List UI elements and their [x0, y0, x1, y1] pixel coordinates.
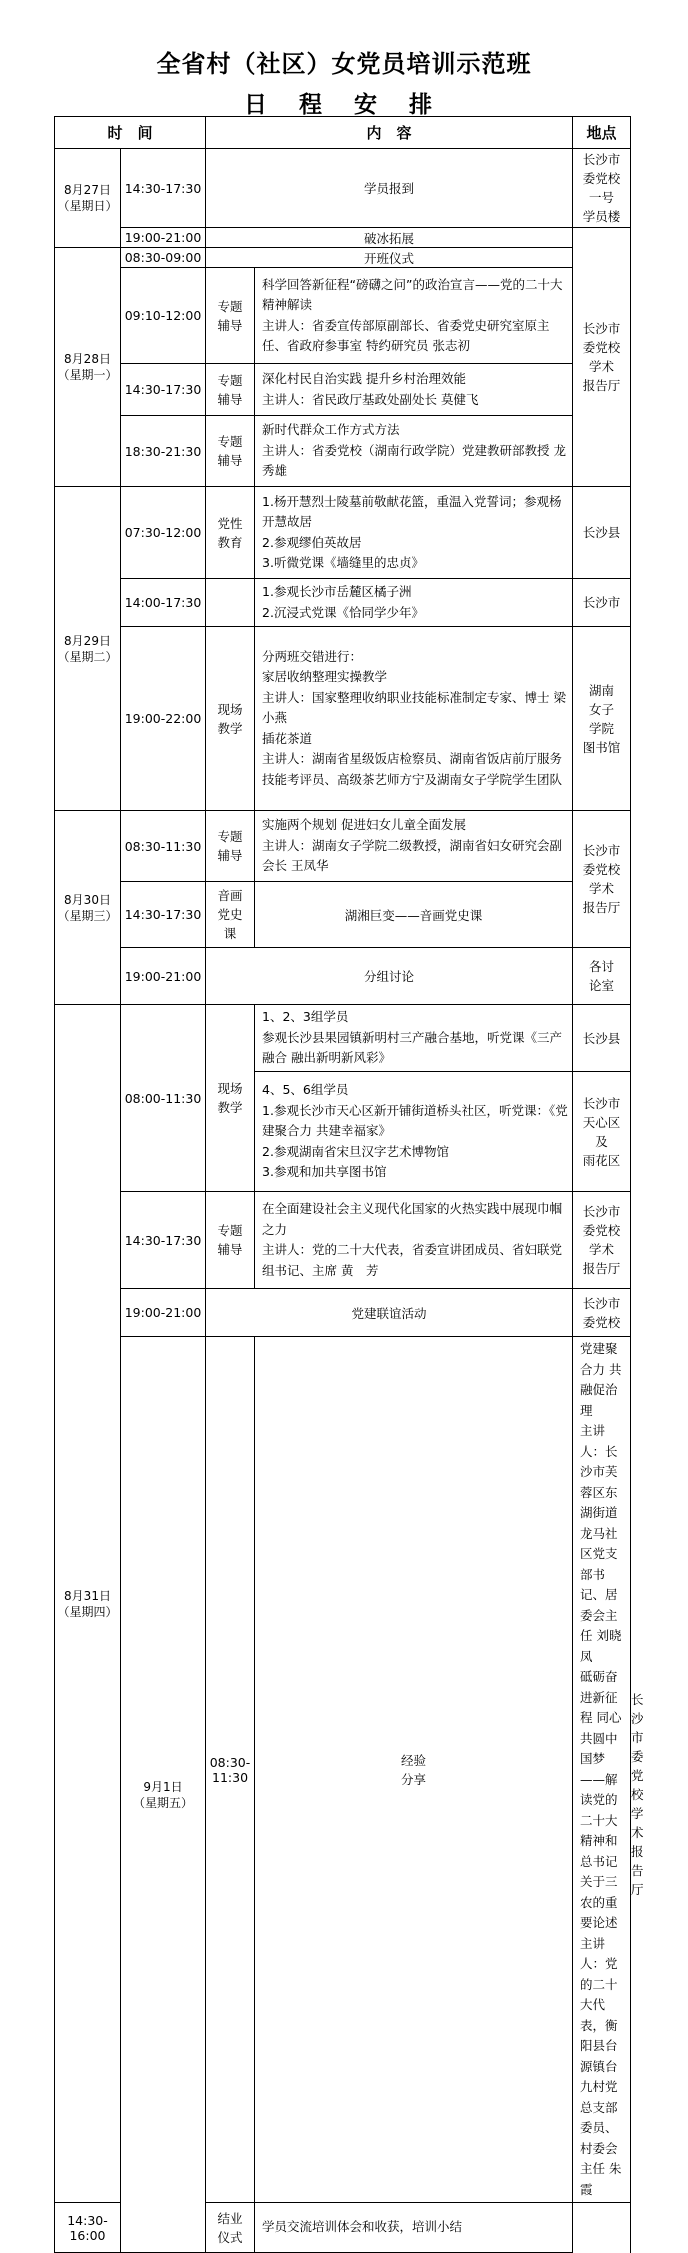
content-cell: 4、5、6组学员 1.参观长沙市天心区新开铺街道桥头社区，听党课：《党建聚合力 共建幸福家》 2.参观湖南省宋旦汉字艺术博物馆 3.参观和加共享图书馆 — [255, 1072, 573, 1192]
header-row — [55, 117, 631, 149]
content-cell: 实施两个规划 促进妇女儿童全面发展 主讲人：湖南女子学院二级教授，湖南省妇女研究会副会长 王凤华 — [255, 811, 573, 882]
location-cell: 长沙市 委党校 一号 学员楼 — [573, 149, 631, 228]
category-cell: 专题 辅导 — [206, 268, 255, 364]
time-cell: 18:30-21:30 — [121, 416, 206, 487]
time-cell: 07:30-12:00 — [121, 487, 206, 579]
table-row — [55, 149, 631, 228]
content-cell: 1.参观长沙市岳麓区橘子洲 2.沉浸式党课《恰同学少年》 — [255, 579, 573, 627]
day-cell: 8月31日 （星期四） — [55, 1005, 121, 2203]
location-cell: 长沙市 委党校 学术 报告厅 — [573, 228, 631, 487]
content-cell: 学员交流培训体会和收获，培训小结 — [255, 2203, 573, 2253]
header-location: 地点 — [573, 117, 631, 149]
location-cell: 长沙市 委党校 学术 报告厅 — [573, 811, 631, 948]
table-row — [55, 1192, 631, 1289]
time-cell: 19:00-21:00 — [121, 1289, 206, 1337]
schedule-table — [54, 116, 644, 2253]
category-cell: 党性 教育 — [206, 487, 255, 579]
category-cell: 专题 辅导 — [206, 1192, 255, 1289]
category-cell: 专题 辅导 — [206, 364, 255, 416]
time-cell: 19:00-21:00 — [121, 948, 206, 1005]
content-cell: 分组讨论 — [206, 948, 573, 1005]
location-cell: 湖南 女子 学院 图书馆 — [573, 627, 631, 811]
content-cell: 学员报到 — [206, 149, 573, 228]
header-time: 时 间 — [55, 117, 206, 149]
time-cell: 08:30-11:30 — [206, 1337, 255, 2203]
time-cell: 14:30-16:00 — [55, 2203, 121, 2253]
time-cell: 08:00-11:30 — [121, 1005, 206, 1192]
day-cell: 8月30日 （星期三） — [55, 811, 121, 1005]
time-cell: 14:30-17:30 — [121, 882, 206, 948]
category-cell: 现场 教学 — [206, 627, 255, 811]
table-row — [55, 248, 631, 268]
content-cell: 1.杨开慧烈士陵墓前敬献花篮，重温入党誓词；参观杨开慧故居 2.参观缪伯英故居 3.听微党课《墙缝里的忠贞》 — [255, 487, 573, 579]
category-cell: 音画 党史 课 — [206, 882, 255, 948]
table-row — [55, 1289, 631, 1337]
page-subtitle: 日 程 安 排 — [243, 92, 445, 118]
time-cell: 14:30-17:30 — [121, 364, 206, 416]
table-row — [55, 882, 631, 948]
category-cell: 专题 辅导 — [206, 416, 255, 487]
time-cell: 08:30-09:00 — [121, 248, 206, 268]
table-row — [55, 811, 631, 882]
category-cell: 结业 仪式 — [206, 2203, 255, 2253]
table-row — [55, 579, 631, 627]
location-cell: 各讨 论室 — [573, 948, 631, 1005]
time-cell: 09:10-12:00 — [121, 268, 206, 364]
day-cell: 8月29日 （星期二） — [55, 487, 121, 811]
page-title: 全省村（社区）女党员培训示范班 — [156, 50, 532, 78]
location-cell: 长沙市 委党校 — [573, 1289, 631, 1337]
table-row: 9月1日 （星期五） 08:30-11:30 经验 分享 党建聚合力 共融促治理 主讲人：长沙市芙蓉区东湖街道龙马社区党支部书记、居委会主任 刘晓凤 砥砺奋进新征程 同心共圆中国梦——解读党的二十大精神和总书记关于三农的重要论述 主讲人：党的二十大代表，衡阳县台源镇台九村党总支部委员、村委会主任 朱 霞 长沙市 委党校 学术 报告厅 — [55, 1337, 631, 2203]
day-cell: 9月1日 （星期五） — [121, 1337, 206, 2253]
table-row — [55, 228, 631, 248]
table-row — [55, 487, 631, 579]
table-row — [55, 416, 631, 487]
location-cell: 长沙市 — [573, 579, 631, 627]
table-row — [55, 1005, 631, 1072]
category-cell: 经验 分享 — [255, 1337, 573, 2203]
category-cell: 现场 教学 — [206, 1005, 255, 1192]
location-cell: 长沙市 天心区 及 雨花区 — [573, 1072, 631, 1192]
content-cell: 科学回答新征程“磅礴之问”的政治宣言——党的二十大精神解读 主讲人：省委宣传部原副部长、省委党史研究室原主任、省政府参事室 特约研究员 张志初 — [255, 268, 573, 364]
time-cell: 19:00-21:00 — [121, 228, 206, 248]
day-cell: 8月27日 （星期日） — [55, 149, 121, 248]
content-cell: 1、2、3组学员 参观长沙县果园镇新明村三产融合基地，听党课《三产融合 融出新明新风彩》 — [255, 1005, 573, 1072]
location-cell: 长沙县 — [573, 1005, 631, 1072]
content-cell: 新时代群众工作方式方法 主讲人：省委党校（湖南行政学院）党建教研部教授 龙秀雄 — [255, 416, 573, 487]
content-cell: 党建联谊活动 — [206, 1289, 573, 1337]
time-cell: 14:30-17:30 — [121, 1192, 206, 1289]
table-row — [55, 627, 631, 811]
category-cell — [206, 579, 255, 627]
table-row — [55, 268, 631, 364]
table-row — [55, 948, 631, 1005]
content-cell: 在全面建设社会主义现代化国家的火热实践中展现巾帼之力 主讲人：党的二十大代表，省委宣讲团成员、省妇联党组书记、主席 黄 芳 — [255, 1192, 573, 1289]
content-cell: 深化村民自治实践 提升乡村治理效能 主讲人：省民政厅基政处副处长 莫健飞 — [255, 364, 573, 416]
time-cell: 19:00-22:00 — [121, 627, 206, 811]
location-cell: 长沙县 — [573, 487, 631, 579]
content-cell: 破冰拓展 — [206, 228, 573, 248]
content-cell: 湖湘巨变——音画党史课 — [255, 882, 573, 948]
time-cell: 14:30-17:30 — [121, 149, 206, 228]
day-cell: 8月28日 （星期一） — [55, 248, 121, 487]
time-cell: 08:30-11:30 — [121, 811, 206, 882]
category-cell: 专题 辅导 — [206, 811, 255, 882]
content-cell: 分两班交错进行： 家居收纳整理实操教学 主讲人：国家整理收纳职业技能标准制定专家、博士 梁小燕 插花茶道 主讲人：湖南省星级饭店检察员、湖南省饭店前厅服务技能考评员、高级茶艺师方宁及湖南女子学院学生团队 — [255, 627, 573, 811]
table-row — [55, 364, 631, 416]
location-cell: 长沙市 委党校 学术 报告厅 — [573, 1192, 631, 1289]
content-cell: 党建聚合力 共融促治理 主讲人：长沙市芙蓉区东湖街道龙马社区党支部书记、居委会主任 刘晓凤 砥砺奋进新征程 同心共圆中国梦——解读党的二十大精神和总书记关于三农的重要论述 主讲人：党的二十大代表，衡阳县台源镇台九村党总支部委员、村委会主任 朱 霞 — [573, 1337, 631, 2203]
time-cell: 14:00-17:30 — [121, 579, 206, 627]
header-content: 内 容 — [206, 117, 573, 149]
content-cell: 开班仪式 — [206, 248, 573, 268]
